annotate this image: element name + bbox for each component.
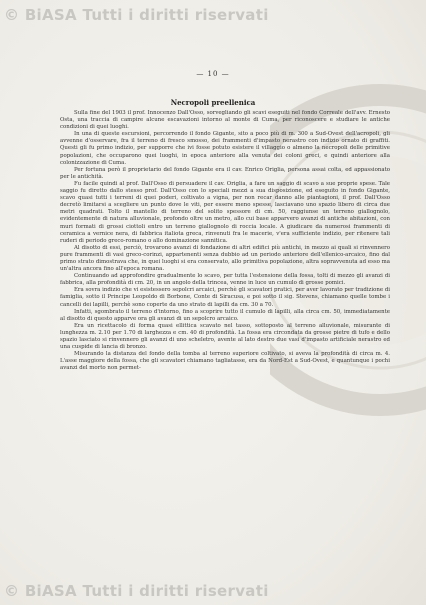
paragraph: Fu facile quindi al prof. Dall'Osso di persuadere il cav. Origlia, a fare un saggio di scavo a sue proprie spese. Tale saggio fu diretto dallo stesso prof. Dall'Osso con lo speciali mezzi a sua disposizione, ed eseguito in fondo Gigante, scavo quasi tutti i terreni di quei poderi, coltivato a vigna, per non recar danno alle piantagioni, il prof. Dall'Osso decretò limitarsi a scegliere un punto dove le viti, per essere meno spesse, lasciavano uno spazio libero di circa due metri quadrati. Tolto il mantello di terreno del solito spessore di cm. 50, raggiunse un terreno giallognolo, evidentemente di natura alluvionale, profondo oltre un metro, allo cui base apparvero avanzi di antiche abitazioni, con muri formati di grossi ciottoli entro un terreno giallognolo di roccia locale. A giudicare da numerosi frammenti di ceramica a vernice nera, di fabbrica italiota greca, rinvenuti fra le macerie, v'era sufficiente indizio, per ritenere tali ruderi di periodo greco-romano o allo dominazione sannitica. (60, 180, 390, 244)
paragraph: Infatti, sgombrato il terreno d'intorno, fino a scoprire tutto il cumulo di lapilli, alla circa cm. 50, immediatamente al disotto di questo apparve ora gli avanzi di un sepolcro arcaico. (60, 308, 390, 322)
section-title: Necropoli preellenica (170, 98, 256, 107)
paragraph: Era un ricettacolo di forma quasi ellittica scavato nel tasso, sottoposto al terreno alluvionale, misurante di lunghezza m. 2.10 per 1.70 di larghezza e cm. 40 di profondità. La fossa era circondata da grosse pietre di tufo e dello spazio lasciato si rinvennero gli avanzi di uno scheletro, avente al lato destro due vasi d'impasto artificiale nerastro ed una cuspide di lancia di bronzo. (60, 322, 390, 351)
paragraph: In una di queste escursioni, percorrendo il fondo Gigante, sito a poco più di m. 300 a Sud-Ovest dell'acropoli, gli avvenne d'osservare, fra il terreno di fresco smosso, dei frammenti d'impasto nerastro con indizio ornato di graffiti. Questi gli fu primo indizio, per supporre che ivi fosse potuto esistere il villaggio o almeno la necropoli delle primitive popolazioni, che occuparono quei luoghi, in epoca anteriore alla venuta dei coloni greci, e quindi anteriore alla colonizzazione di Cuma. (60, 131, 390, 166)
paragraph: Continuando ad approfondire gradualmente lo scavo, per tutta l'estensione della fossa, tolti di mezzo gli avanzi di fabbrica, alla profondità di cm. 20, in un angolo della trincea, venne in luce un cumulo di grosse pomici. (60, 273, 390, 287)
page-number: — 10 — (196, 70, 230, 78)
paragraph: Sulla fine del 1903 il prof. Innocenzo Dall'Osso, sorvegliando gli scavi eseguiti nel fondo Correale dell'avv. Ernesto Osta, una traccia di campire alcune escavazioni intorno al monte di Cuma, per riconoscere e studiare le antiche condizioni di quei luoghi. (60, 110, 390, 131)
paragraph: Misurando la distanza del fondo della tomba al terreno superiore coltivato, si aveva la profondità di circa m. 4. L'asse maggiore della fossa, che gli scavatori chiamano tagliatasse, era da Nord-Est a Sud-Ovest, e quantunque i pochi avanzi del morto non permet- (60, 351, 390, 372)
paragraph: Per fortuna però il proprietario del fondo Gigante era il cav. Enrico Origlia, persona assai colta, ed appassionato per le antichità. (60, 166, 390, 180)
watermark-bottom: © BiASA Tutti i diritti riservati (4, 582, 269, 600)
paragraph: Era sovra indizio che vi esistessero sepolcri arcaici, perchè gli scavatori pratici, per aver lavorato per tradizione di famiglia, sotto il Principe Leopoldo di Borbone, Conte di Siracusa, e poi sotto il sig. Stevens, chiamano quelle tombe i cancelli dei lapilli, perchè sono coperte da uno strato di lapilli da cm. 30 a 70. (60, 287, 390, 308)
watermark-top: © BiASA Tutti i diritti riservati (4, 6, 269, 24)
article-body (60, 110, 390, 372)
paragraph: Al disotto di essi, perciò, trovarono avanzi di fondazione di altri edifici più antichi, in mezzo ai quali si rinvennero pure frammenti di vasi greco-corinzi, appartenenti senza dubbio ad un periodo anteriore dell'ellenico-arcaico, fino dal primo strato dimostrava che, in quei luoghi si era conservato, allo primitiva popolazione, altra sopravvenuta ad esso ma un'altra ancora fino all'epoca romana. (60, 244, 390, 273)
